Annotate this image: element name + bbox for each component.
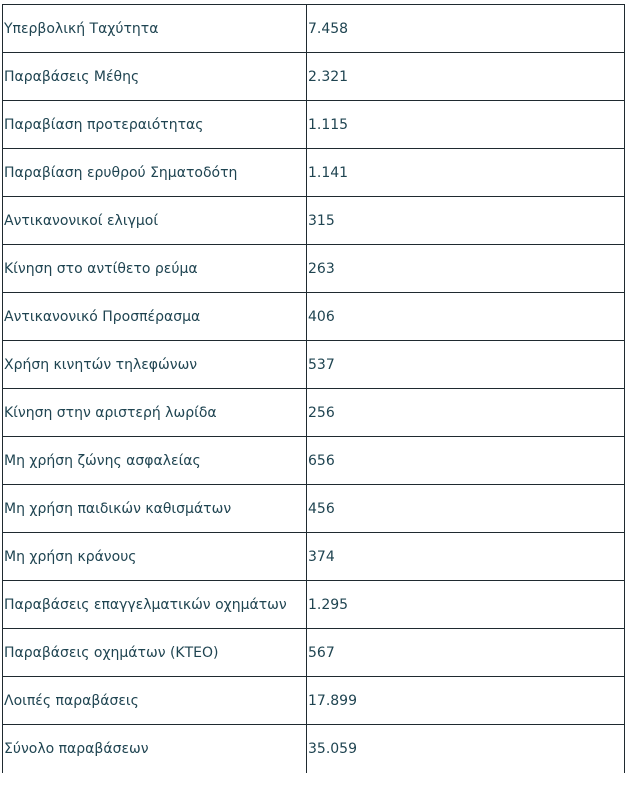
violation-count-cell: 1.141 (307, 149, 625, 197)
violation-type-cell: Παραβίαση ερυθρού Σηματοδότη (3, 149, 307, 197)
violation-type-cell: Παραβάσεις Μέθης (3, 53, 307, 101)
violation-type-cell: Κίνηση στην αριστερή λωρίδα (3, 389, 307, 437)
table-row (3, 5, 625, 53)
violation-type-cell: Λοιπές παραβάσεις (3, 677, 307, 725)
table-row (3, 101, 625, 149)
violation-count-cell: 537 (307, 341, 625, 389)
violation-count-cell: 406 (307, 293, 625, 341)
violation-count-cell: 456 (307, 485, 625, 533)
table-row (3, 293, 625, 341)
table-row (3, 677, 625, 725)
violation-type-cell: Παραβάσεις οχημάτων (ΚΤΕΟ) (3, 629, 307, 677)
violation-type-cell: Αντικανονικοί ελιγμοί (3, 197, 307, 245)
table-row (3, 581, 625, 629)
violation-count-cell: 567 (307, 629, 625, 677)
table-row (3, 245, 625, 293)
violation-type-cell: Παραβάσεις επαγγελματικών οχημάτων (3, 581, 307, 629)
violation-type-cell: Μη χρήση κράνους (3, 533, 307, 581)
table-row (3, 437, 625, 485)
table-row (3, 341, 625, 389)
table-row (3, 197, 625, 245)
table-row (3, 533, 625, 581)
table-row (3, 53, 625, 101)
violation-count-cell: 315 (307, 197, 625, 245)
violation-count-cell: 17.899 (307, 677, 625, 725)
violation-type-cell: Χρήση κινητών τηλεφώνων (3, 341, 307, 389)
violation-type-cell: Παραβίαση προτεραιότητας (3, 101, 307, 149)
table-row (3, 389, 625, 437)
table-row (3, 149, 625, 197)
violation-count-cell: 374 (307, 533, 625, 581)
total-value-cell: 35.059 (307, 725, 625, 773)
table-row (3, 629, 625, 677)
violation-type-cell: Κίνηση στο αντίθετο ρεύμα (3, 245, 307, 293)
violation-type-cell: Μη χρήση παιδικών καθισμάτων (3, 485, 307, 533)
violation-count-cell: 656 (307, 437, 625, 485)
violations-table (2, 4, 625, 773)
total-label-cell: Σύνολο παραβάσεων (3, 725, 307, 773)
violation-count-cell: 2.321 (307, 53, 625, 101)
violation-count-cell: 1.295 (307, 581, 625, 629)
violation-type-cell: Μη χρήση ζώνης ασφαλείας (3, 437, 307, 485)
violation-count-cell: 7.458 (307, 5, 625, 53)
violation-count-cell: 1.115 (307, 101, 625, 149)
violation-type-cell: Υπερβολική Ταχύτητα (3, 5, 307, 53)
total-row (3, 725, 625, 773)
table-row (3, 485, 625, 533)
violation-count-cell: 256 (307, 389, 625, 437)
violation-type-cell: Αντικανονικό Προσπέρασμα (3, 293, 307, 341)
violation-count-cell: 263 (307, 245, 625, 293)
